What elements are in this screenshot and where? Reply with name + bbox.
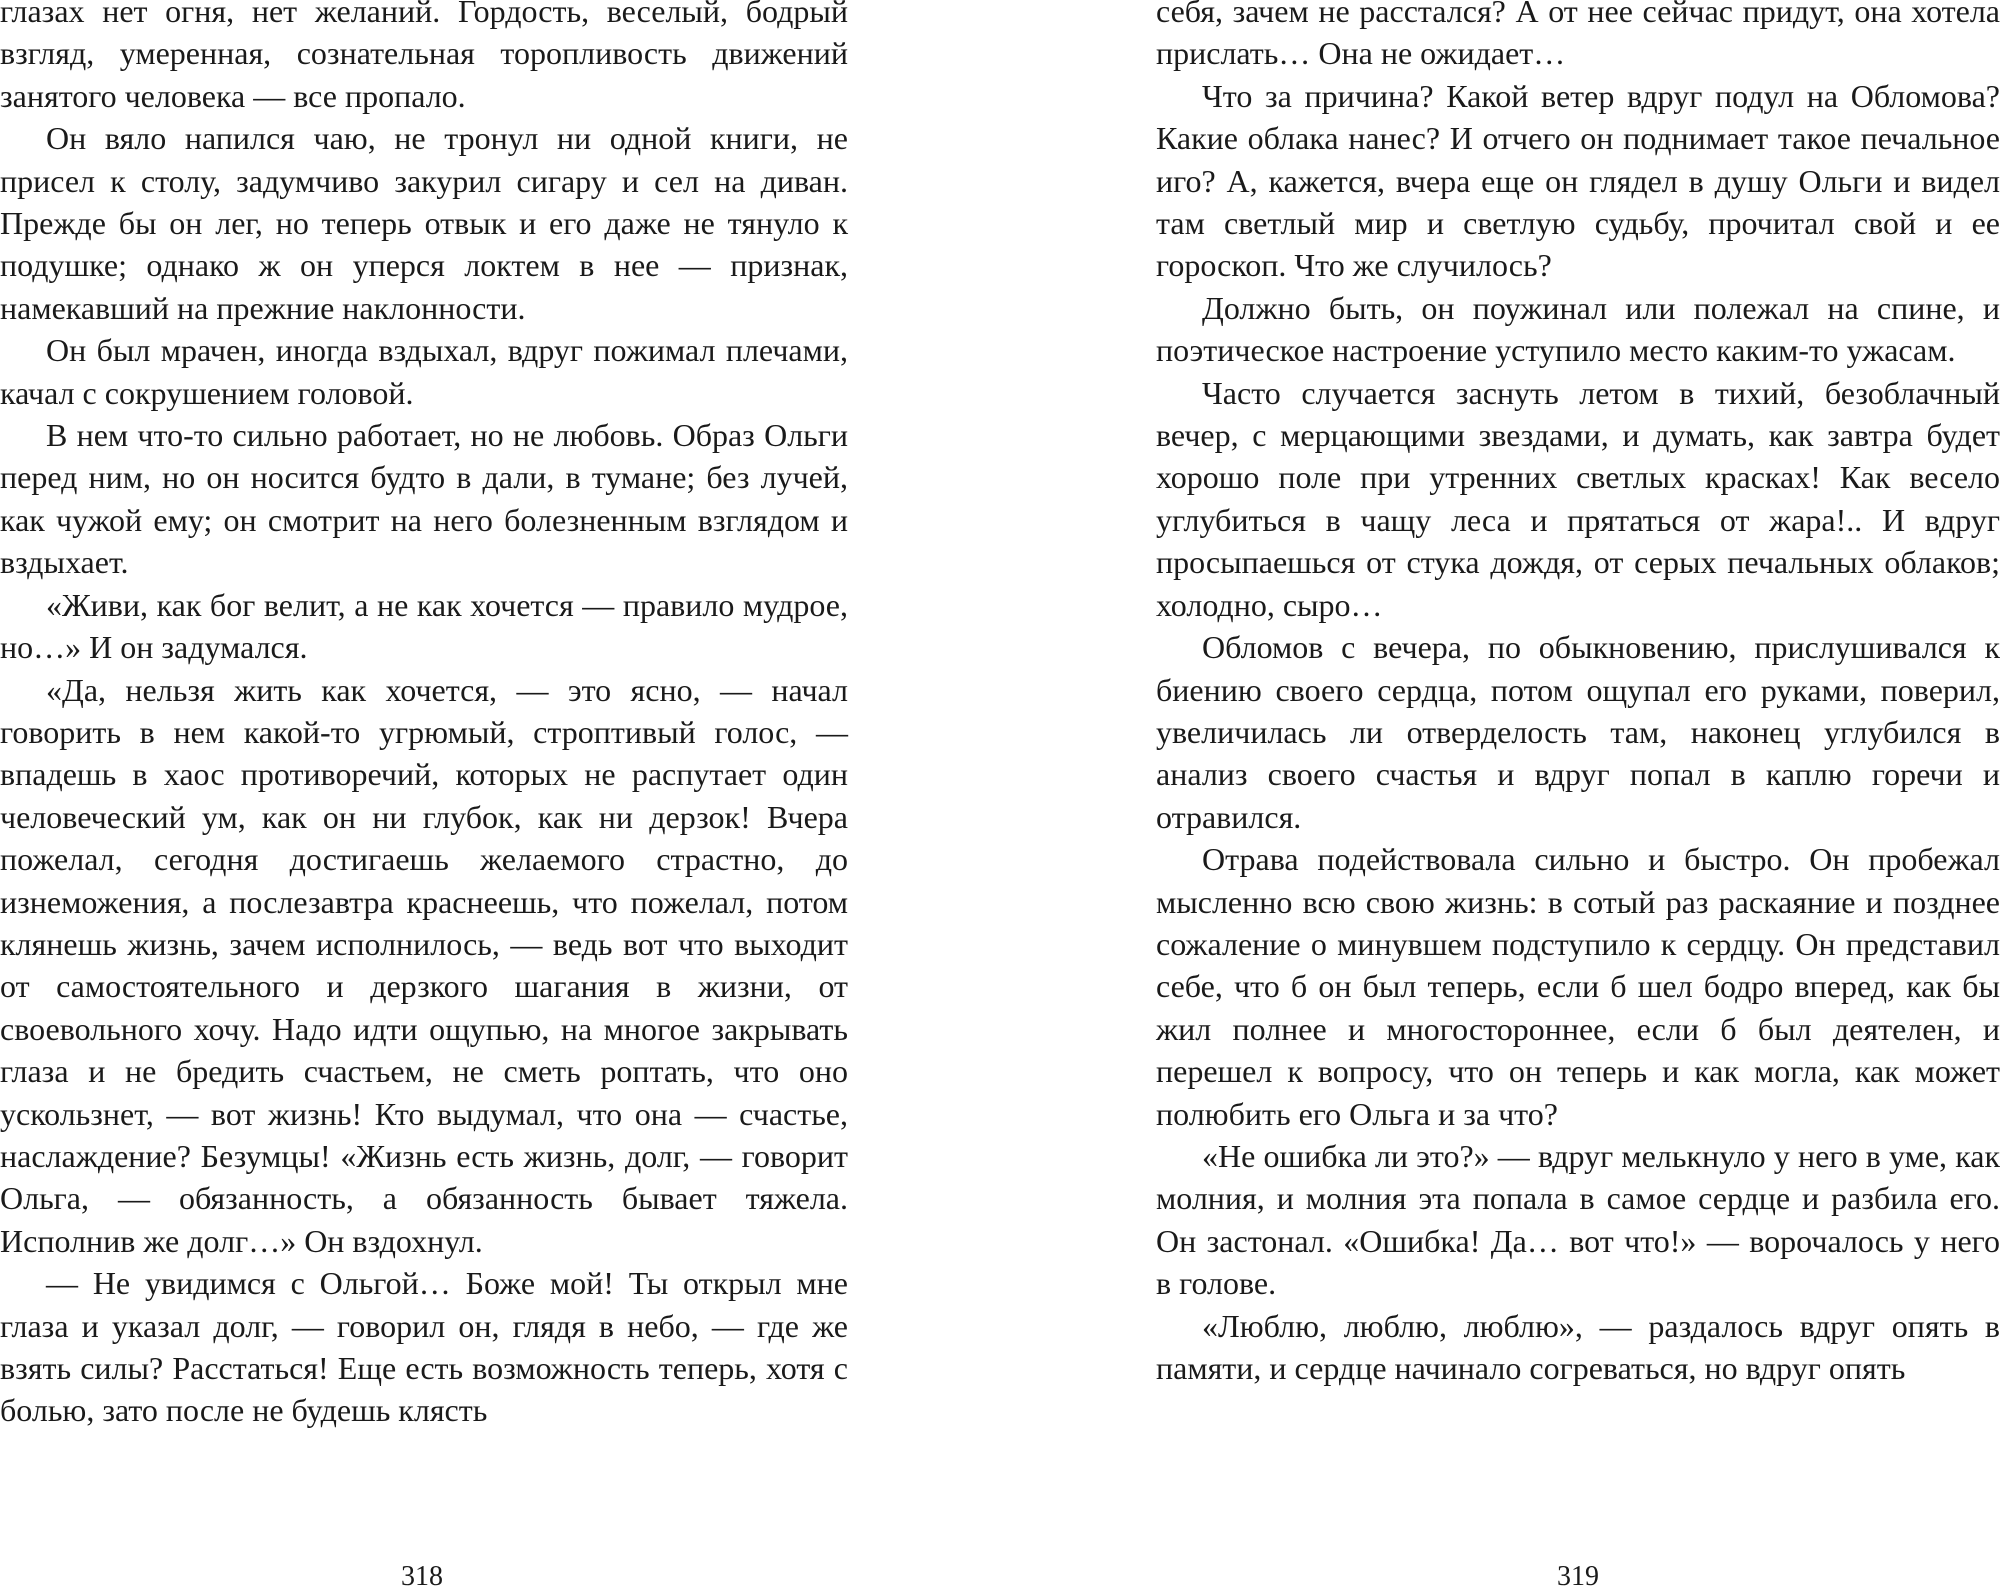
paragraph: «Не ошибка ли это?» — вдруг мелькнуло у него в уме, как молния, и молния эта попала в самое сердце и разбила его. Он застонал. «Ошибка! Да… вот что!» — ворочалось у него в голове. [1156,1137,2000,1302]
paragraph: глазах нет огня, нет желаний. Гордость, веселый, бодрый взгляд, умеренная, сознательная торопливость движений занятого человека — все пропало. [0,0,848,114]
paragraph: себя, зачем не расстался? А от нее сейчас придут, она хотела прислать… Она не ожидает… [1156,0,2000,72]
left-page-number: 318 [401,1561,443,1592]
paragraph: Часто случается заснуть летом в тихий, безоблачный вечер, с мерцающими звездами, и думать, как завтра будет хорошо поле при утренних светлых красках! Как весело углубиться в чащу леса и прятаться от жара!.. И вдруг просыпаешься от стука дождя, от серых печальных облаков; холодно, сыро… [1156,374,2000,623]
left-page-text [0,0,848,1432]
paragraph: «Люблю, люблю, люблю», — раздалось вдруг опять в памяти, и сердце начинало согреваться, но вдруг опять [1156,1307,2000,1386]
paragraph: «Да, нельзя жить как хочется, — это ясно, — начал говорить в нем какой-то угрюмый, строптивый голос, — впадешь в хаос противоречий, которых не распутает один человеческий ум, как он ни глубок, как ни дерзок! Вчера пожелал, сегодня достигаешь желаемого страстно, до изнеможения, а послезавтра краснеешь, что пожелал, потом клянешь жизнь, зачем исполнилось, — ведь вот что выходит от самостоятельного и дерзкого шагания в жизни, от своевольного хочу. Надо идти ощупью, на многое закрывать глаза и не бредить счастьем, не сметь роптать, что оно ускользнет, — вот жизнь! Кто выдумал, что она — счастье, наслаждение? Безумцы! «Жизнь есть жизнь, долг, — говорит Ольга, — обязанность, а обязанность бывает тяжела. Исполнив же долг…» Он вздохнул. [0,671,848,1259]
paragraph: Он был мрачен, иногда вздыхал, вдруг пожимал плечами, качал с сокрушением головой. [0,332,848,411]
paragraph: Должно быть, он поужинал или полежал на спине, и поэтическое настроение уступило место каким-то ужасам. [1156,289,2000,369]
paragraph: В нем что-то сильно работает, но не любовь. Образ Ольги перед ним, но он носится будто в дали, в тумане; без лучей, как чужой ему; он смотрит на него болезненным взглядом и вздыхает. [0,417,848,581]
paragraph: Что за причина? Какой ветер вдруг подул на Обломова? Какие облака нанес? И отчего он поднимает такое печальное иго? А, кажется, вчера еще он глядел в душу Ольги и видел там светлый мир и светлую судьбу, прочитал свой и ее гороскоп. Что же случилось? [1156,77,2000,284]
right-page [1156,0,2000,1389]
paragraph: «Живи, как бог велит, а не как хочется — правило мудрое, но…» И он задумался. [0,586,848,666]
paragraph: — Не увидимся с Ольгой… Боже мой! Ты открыл мне глаза и указал долг, — говорил он, глядя в небо, — где же взять силы? Расстаться! Еще есть возможность теперь, хотя с болью, зато после не будешь клясть [0,1265,848,1429]
right-page-number: 319 [1557,1561,1599,1592]
paragraph: Отрава подействовала сильно и быстро. Он пробежал мысленно всю свою жизнь: в сотый раз раскаяние и позднее сожаление о минувшем подступило к сердцу. Он представил себе, что б он был теперь, если б шел бодро вперед, как бы жил полнее и многостороннее, если б был деятелен, и перешел к вопросу, что он теперь и как могла, как может полюбить его Ольга и за что? [1156,841,2000,1132]
paragraph: Обломов с вечера, по обыкновению, прислушивался к биению своего сердца, потом ощупал его руками, поверил, увеличилась ли отверделость там, наконец углубился в анализ своего счастья и вдруг попал в каплю горечи и отравился. [1156,629,2000,835]
right-page-text [1156,0,2000,1389]
paragraph: Он вяло напился чаю, не тронул ни одной книги, не присел к столу, задумчиво закурил сигару и сел на диван. Прежде бы он лег, но теперь отвык и его даже не тянуло к подушке; однако ж он уперся локтем в нее — признак, намекавший на прежние наклонности. [0,120,848,326]
left-page [0,0,848,1432]
